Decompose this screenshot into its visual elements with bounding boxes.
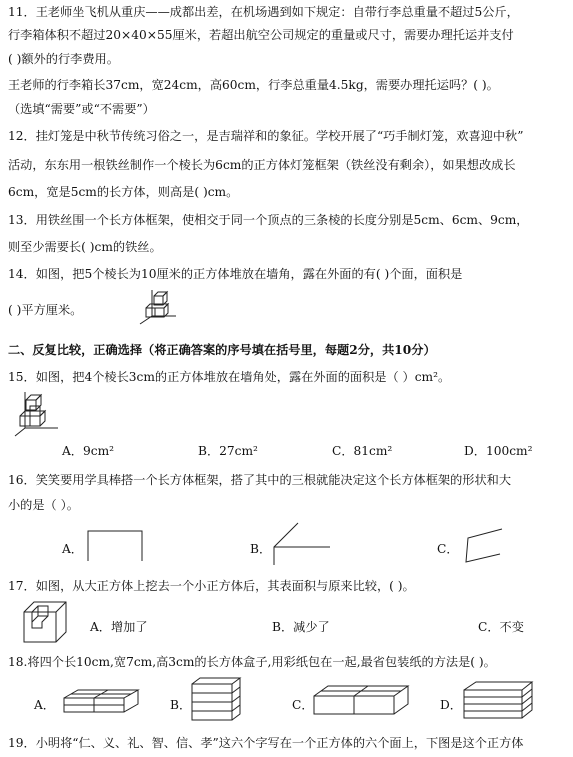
q16-option-b[interactable]: B． — [250, 542, 272, 556]
q15-option-c[interactable]: C．81cm² — [332, 444, 393, 458]
q15-option-d[interactable]: D．100cm² — [464, 444, 533, 458]
q17-cube-figure — [22, 600, 68, 644]
q19-line-1: 19．小明将“仁、义、礼、智、信、孝”这六个字写在一个正方体的六个面上，下图是这个正方体 — [8, 736, 524, 750]
q14-cube-stack-figure — [138, 288, 178, 328]
q14-line-1: 14．如图，把5个棱长为10厘米的正方体堆放在墙角，露在外面的有( )个面，面积是 — [8, 267, 463, 281]
q16-line-1: 16．笑笑要用学具棒搭一个长方体框架，搭了其中的三根就能决定这个长方体框架的形状和大 — [8, 473, 512, 487]
q12-line-1: 12．挂灯笼是中秋节传统习俗之一，是吉瑞祥和的象征。学校开展了“巧手制灯笼，欢喜迎中秋” — [8, 129, 524, 143]
q11-line-1: 11．王老师坐飞机从重庆——成都出差，在机场遇到如下规定：自带行李总重量不超过5公斤， — [8, 5, 519, 19]
q16-option-c[interactable]: C． — [437, 542, 459, 556]
q11-line-5: （选填“需要”或“不需要”） — [8, 102, 155, 116]
q12-line-3: 6cm，宽是5cm的长方体，则高是( )cm。 — [8, 185, 239, 199]
section-two-heading: 二、反复比较，正确选择（将正确答案的序号填在括号里，每题2分，共10分） — [8, 343, 436, 357]
q18-option-d-figure — [462, 680, 534, 720]
q11-line-4: 王老师的行李箱长37cm，宽24cm，高60cm，行李总重量4.5kg，需要办理托运吗？( )。 — [8, 78, 499, 92]
q14-line-2: ( )平方厘米。 — [8, 303, 83, 317]
q17-option-b[interactable]: B．减少了 — [272, 620, 330, 634]
q16-option-b-figure — [270, 521, 332, 567]
q15-cube-stack-figure — [12, 388, 60, 440]
q18-option-b-figure — [190, 676, 242, 722]
q18-line-1: 18.将四个长10cm,宽7cm,高3cm的长方体盒子,用彩纸包在一起,最省包装纸的方法是( )。 — [8, 655, 496, 669]
q12-line-2: 活动，东东用一根铁丝制作一个棱长为6cm的正方体灯笼框架（铁丝没有剩余），如果想改成长 — [8, 158, 516, 172]
q15-option-a[interactable]: A．9cm² — [62, 444, 115, 458]
q18-option-c[interactable]: C． — [292, 698, 314, 712]
q11-line-2: 行李箱体积不超过20×40×55厘米，若超出航空公司规定的重量或尺寸，需要办理托运并支付 — [8, 28, 514, 42]
q17-option-c[interactable]: C．不变 — [478, 620, 524, 634]
q18-option-a[interactable]: A． — [34, 698, 55, 712]
q18-option-c-figure — [312, 684, 410, 716]
q15-option-b[interactable]: B．27cm² — [198, 444, 258, 458]
q16-option-c-figure — [458, 526, 504, 566]
q18-option-d[interactable]: D． — [440, 698, 462, 712]
q16-option-a-figure — [86, 527, 146, 563]
q15-line-1: 15．如图，把4个棱长3cm的正方体堆放在墙角处，露在外面的面积是（ ）cm²。 — [8, 370, 451, 384]
q13-line-2: 则至少需要长( )cm的铁丝。 — [8, 240, 162, 254]
q17-line-1: 17．如图，从大正方体上挖去一个小正方体后，其表面积与原来比较，( )。 — [8, 579, 415, 593]
q18-option-a-figure — [62, 688, 142, 714]
q11-line-3: ( )额外的行李费用。 — [8, 52, 119, 66]
q16-option-a[interactable]: A． — [62, 542, 83, 556]
q16-line-2: 小的是（ ）。 — [8, 498, 79, 512]
q18-option-b[interactable]: B． — [170, 698, 192, 712]
q17-option-a[interactable]: A．增加了 — [90, 620, 148, 634]
q13-line-1: 13．用铁丝围一个长方体框架，使相交于同一个顶点的三条棱的长度分别是5cm、6cm、9cm， — [8, 213, 529, 227]
